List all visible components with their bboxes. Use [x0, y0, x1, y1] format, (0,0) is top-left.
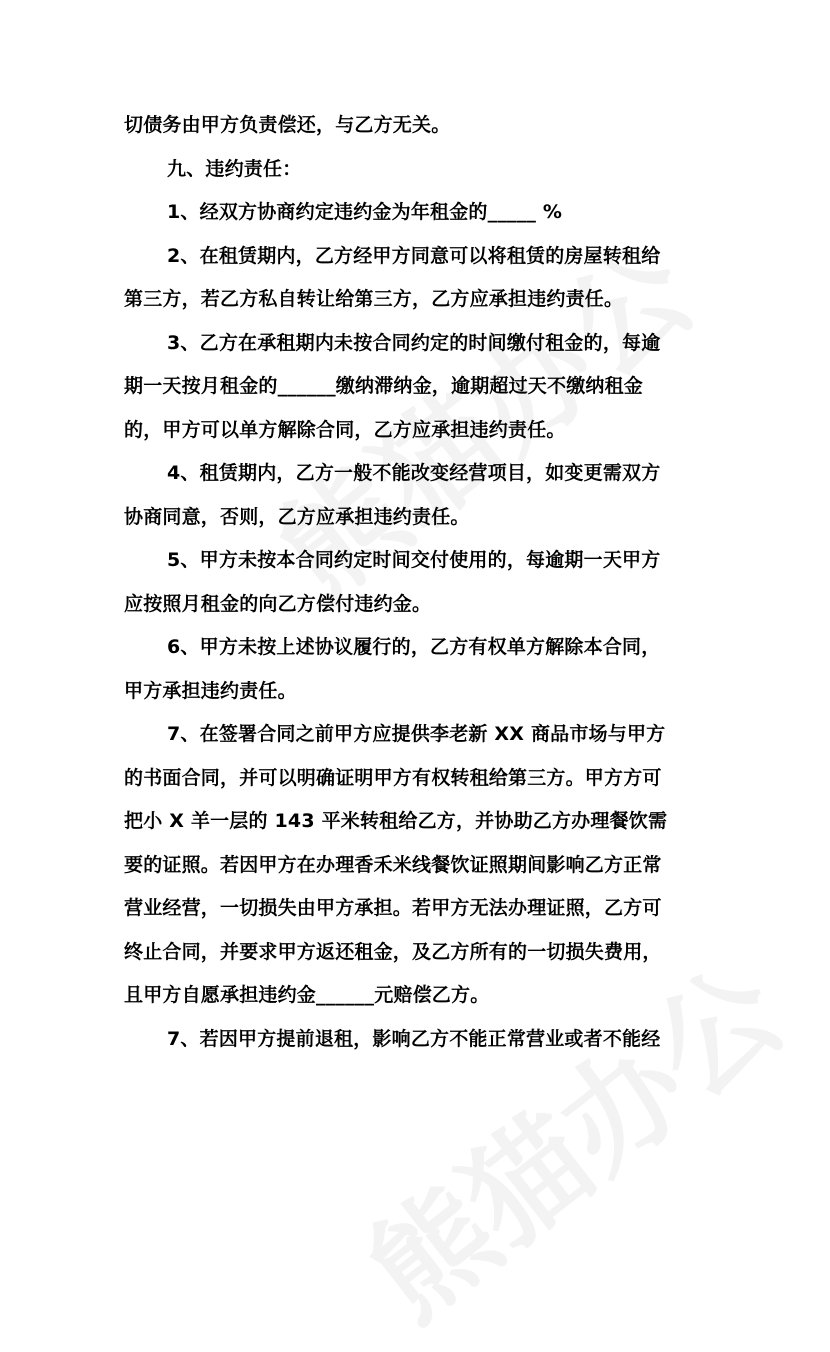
- paragraph-line: 营业经营，一切损失由甲方承担。若甲方无法办理证照，乙方可: [124, 897, 662, 919]
- paragraph-line: 且甲方自愿承担违约金______元赔偿乙方。: [124, 984, 490, 1006]
- paragraph-line: 5、甲方未按本合同约定时间交付使用的，每逾期一天甲方: [167, 549, 661, 571]
- paragraph-line: 应按照月租金的向乙方偿付违约金。: [124, 592, 432, 615]
- section-heading-breach-liability: 九、违约责任：: [167, 157, 302, 180]
- paragraph-line: 2、在租赁期内，乙方经甲方同意可以将租赁的房屋转租给: [167, 244, 661, 267]
- paragraph-line: 期一天按月租金的______缴纳滞纳金，逾期超过天不缴纳租金: [124, 375, 644, 397]
- paragraph-line: 协商同意，否则，乙方应承担违约责任。: [124, 505, 470, 528]
- paragraph-line: 4、租赁期内，乙方一般不能改变经营项目，如变更需双方: [167, 462, 661, 484]
- paragraph-line: 的书面合同，并可以明确证明甲方有权转租给第三方。甲方方可: [124, 766, 662, 789]
- paragraph-line: 终止合同，并要求甲方返还租金，及乙方所有的一切损失费用，: [124, 940, 662, 963]
- paragraph-line: 甲方承担违约责任。: [124, 679, 297, 702]
- paragraph-line: 切债务由甲方负责偿还，与乙方无关。: [124, 114, 451, 136]
- contract-body: [124, 104, 708, 1061]
- paragraph-line: 6、甲方未按上述协议履行的，乙方有权单方解除本合同，: [167, 636, 661, 658]
- paragraph-line: 7、若因甲方提前退租，影响乙方不能正常营业或者不能经: [167, 1027, 661, 1050]
- paragraph-line: 3、乙方在承租期内未按合同约定的时间缴付租金的，每逾: [167, 331, 661, 354]
- paragraph-line: 把小 X 羊一层的 143 平米转租给乙方，并协助乙方办理餐饮需: [124, 810, 668, 832]
- paragraph-line: 第三方，若乙方私自转让给第三方，乙方应承担违约责任。: [124, 288, 624, 310]
- paragraph-line: 7、在签署合同之前甲方应提供李老新 XX 商品市场与甲方: [167, 723, 666, 745]
- paragraph-line: 1、经双方协商约定违约金为年租金的_____ %: [167, 201, 563, 223]
- paragraph-line: 要的证照。若因甲方在办理香禾米线餐饮证照期间影响乙方正常: [124, 853, 662, 876]
- paragraph-line: 的，甲方可以单方解除合同，乙方应承担违约责任。: [124, 418, 566, 441]
